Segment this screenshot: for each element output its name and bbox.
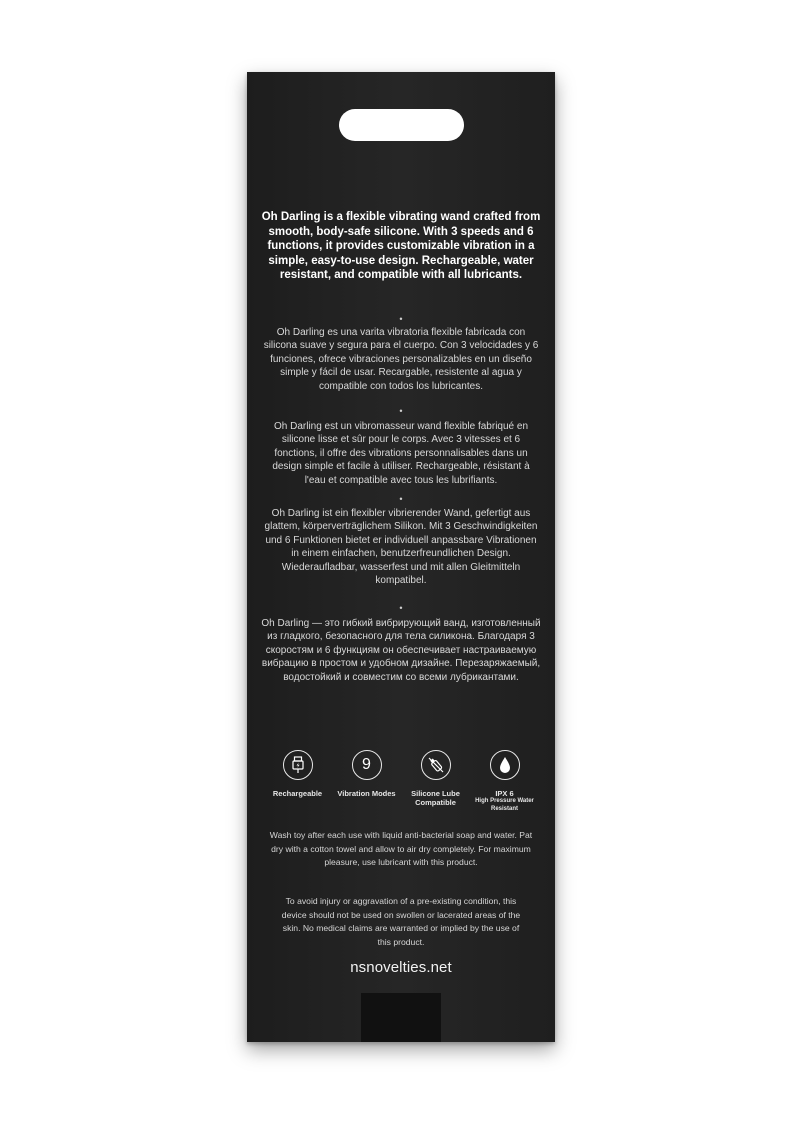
feature-label: Rechargeable xyxy=(272,789,323,798)
description-spanish: Oh Darling es una varita vibratoria flexible fabricada con silicona suave y segura para el cuerpo. Con 3 velocidades y 6 funciones, ofrece vibraciones personalizables en un diseño simple y fácil de usar. Recargable, resistente al agua y compatible con todos los lubricantes. xyxy=(263,327,539,392)
feature-sublabel: High Pressure Water Resistant xyxy=(475,798,534,812)
feature-water-resistant xyxy=(470,750,539,813)
feature-label: Silicone Lube Compatible xyxy=(411,789,460,808)
barcode-area xyxy=(361,993,441,1042)
feature-icons-row xyxy=(263,750,539,813)
feature-label: IPX 6 xyxy=(495,789,514,798)
separator-dot: • xyxy=(399,603,403,613)
separator-dot: • xyxy=(399,494,403,504)
care-instructions: Wash toy after each use with liquid anti-bacterial soap and water. Pat dry with a cotton towel and allow to air dry completely. For maximum pleasure, use lubricant with this product. xyxy=(269,830,533,868)
number-nine-icon xyxy=(352,750,382,780)
lube-bottle-icon xyxy=(421,750,451,780)
feature-silicone-lube xyxy=(401,750,470,813)
feature-label: Vibration Modes xyxy=(337,789,396,798)
feature-vibration-modes xyxy=(332,750,401,813)
safety-warning: To avoid injury or aggravation of a pre-existing condition, this device should not be used on swollen or lacerated areas of the skin. No medical claims are warranted or implied by the use of this product. xyxy=(281,896,521,947)
feature-rechargeable xyxy=(263,750,332,813)
headline-description: Oh Darling is a flexible vibrating wand crafted from smooth, body-safe silicone. With 3 speeds and 6 functions, it provides customizable vibration in a simple, easy-to-use design. Rechargeable, water resistant, and compatible with all lubricants. xyxy=(261,211,541,282)
description-russian: Oh Darling — это гибкий вибрирующий ванд, изготовленный из гладкого, безопасного для тела силикона. Благодаря 3 скоростям и 6 функциям он обеспечивает настраиваемую вибрацию в простом и удобном дизайне. Перезаряжаемый, водостойкий и совместим со всеми лубрикантами. xyxy=(261,618,541,683)
hang-hole xyxy=(339,109,464,141)
package-back xyxy=(247,72,555,1042)
separator-dot: • xyxy=(399,314,403,324)
description-french: Oh Darling est un vibromasseur wand flexible fabriqué en silicone lisse et sûr pour le corps. Avec 3 vitesses et 6 fonctions, il offre des vibrations personnalisables dans un design simple et facile à utiliser. Rechargeable, résistant à l'eau et compatible avec tous les lubrifiants. xyxy=(272,421,530,486)
nine-glyph: 9 xyxy=(362,756,371,773)
water-drop-icon xyxy=(490,750,520,780)
separator-dot: • xyxy=(399,406,403,416)
description-german: Oh Darling ist ein flexibler vibrierender Wand, gefertigt aus glattem, körperverträglichem Silikon. Mit 3 Geschwindigkeiten und 6 Funktionen bietet er individuell anpassbare Vibrationen in einem einfachen, benutzerfreundlichen Design. Wiederaufladbar, wasserfest und mit allen Gleitmitteln kompatibel. xyxy=(264,508,538,587)
usb-battery-icon xyxy=(283,750,313,780)
website-url: nsnovelties.net xyxy=(350,959,452,976)
